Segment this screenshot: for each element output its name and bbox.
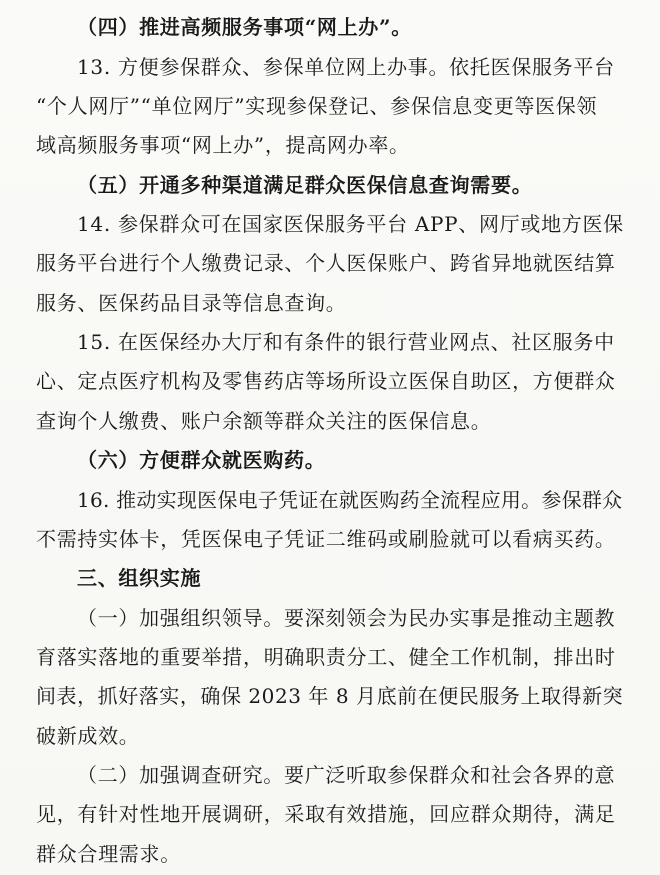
paragraph-13-line-3: 域高频服务事项“网上办”，提高网办率。 — [36, 133, 410, 157]
paragraph-org-1-line-3: 间表，抓好落实，确保 2023 年 8 月底前在便民服务上取得新突 — [36, 684, 624, 708]
paragraph-org-1-line-4: 破新成效。 — [36, 724, 140, 748]
paragraph-13-line-2: “个人网厅”“单位网厅”实现参保登记、参保信息变更等医保领 — [36, 94, 598, 118]
paragraph-org-2-line-1: （二）加强调查研究。要广泛听取参保群众和社会各界的意 — [77, 763, 616, 787]
paragraph-15-line-3: 查询个人缴费、账户余额等群众关注的医保信息。 — [36, 409, 492, 433]
paragraph-13-line-1: 13. 方便参保群众、参保单位网上办事。依托医保服务平台 — [77, 55, 615, 79]
paragraph-org-1-line-1: （一）加强组织领导。要深刻领会为民办实事是推动主题教 — [77, 606, 616, 630]
paragraph-org-1-line-2: 育落实落地的重要举措，明确职责分工、健全工作机制，排出时 — [36, 645, 616, 669]
paragraph-14-line-1: 14. 参保群众可在国家医保服务平台 APP、网厅或地方医保 — [77, 212, 624, 236]
paragraph-16-line-2: 不需持实体卡，凭医保电子凭证二维码或刷脸就可以看病买药。 — [36, 527, 616, 551]
paragraph-16-line-1: 16. 推动实现医保电子凭证在就医购药全流程应用。参保群众 — [77, 488, 623, 512]
paragraph-org-2-line-3: 群众合理需求。 — [36, 842, 181, 866]
section-heading-6: （六）方便群众就医购药。 — [77, 448, 326, 472]
paragraph-org-2-line-2: 见，有针对性地开展调研，采取有效措施，回应群众期待，满足 — [36, 802, 616, 826]
paragraph-15-line-2: 心、定点医疗机构及零售药店等场所设立医保自助区，方便群众 — [36, 369, 616, 393]
paragraph-14-line-3: 服务、医保药品目录等信息查询。 — [36, 291, 347, 315]
section-heading-4: （四）推进高频服务事项“网上办”。 — [77, 15, 412, 39]
section-heading-5: （五）开通多种渠道满足群众医保信息查询需要。 — [77, 173, 533, 197]
chapter-heading-3: 三、组织实施 — [77, 566, 202, 590]
paragraph-15-line-1: 15. 在医保经办大厅和有条件的银行营业网点、社区服务中 — [77, 330, 615, 354]
paragraph-14-line-2: 服务平台进行个人缴费记录、个人医保账户、跨省异地就医结算 — [36, 251, 616, 275]
